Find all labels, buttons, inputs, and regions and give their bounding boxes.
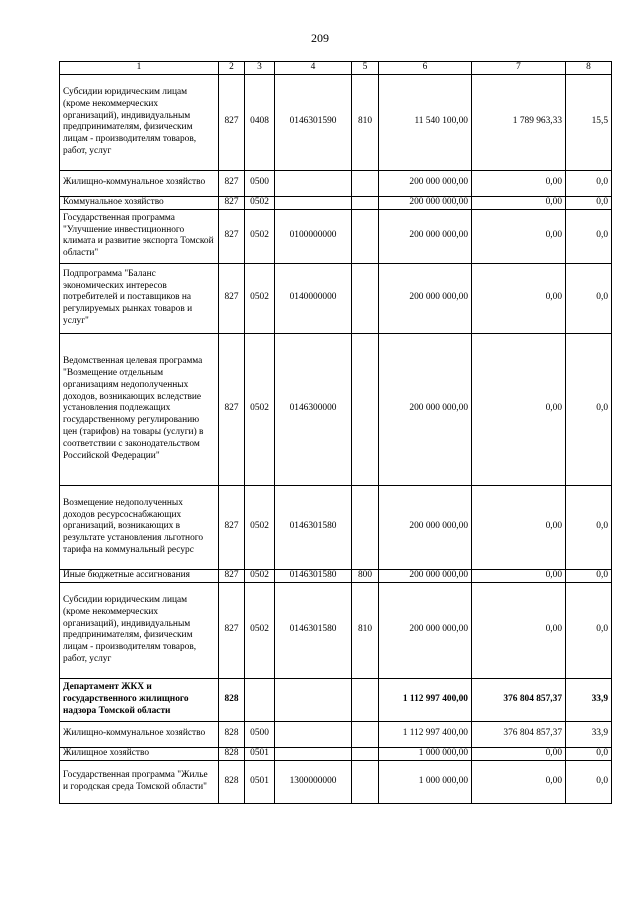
cell-section-code: 0502 [245,263,275,333]
cell-admin-code: 827 [219,209,245,263]
cell-name: Государственная программа "Улучшение инвестиционного климата и развитие экспорта Томской области" [60,209,219,263]
cell-actual: 0,00 [472,170,566,196]
cell-plan: 200 000 000,00 [379,209,472,263]
cell-name: Подпрограмма "Баланс экономических интересов потребителей и поставщиков на регулируемых рынках товаров и услуг" [60,263,219,333]
cell-expense-type [352,721,379,747]
cell-expense-type [352,196,379,209]
cell-percent: 33,9 [566,678,612,721]
cell-section-code: 0408 [245,74,275,170]
cell-name: Ведомственная целевая программа "Возмещение отдельным организациям недополученных доходов, возникающих вследствие установления подлежащих государственному регулированию цен (тарифов) на товары (услуги) в соответствии с законодательством Российской Федерации" [60,333,219,485]
cell-percent: 0,0 [566,582,612,678]
cell-name: Возмещение недополученных доходов ресурсоснабжающих организаций, возникающих в результате установления льготного тарифа на коммунальный ресурс [60,485,219,569]
cell-admin-code: 827 [219,485,245,569]
cell-name: Иные бюджетные ассигнования [60,569,219,582]
cell-target-code: 0100000000 [275,209,352,263]
cell-actual: 0,00 [472,263,566,333]
cell-section-code: 0500 [245,721,275,747]
cell-percent: 0,0 [566,196,612,209]
cell-section-code: 0501 [245,760,275,803]
cell-name: Государственная программа "Жилье и городская среда Томской области" [60,760,219,803]
cell-admin-code: 827 [219,196,245,209]
header-cell: 1 [60,62,219,75]
cell-name: Жилищно-коммунальное хозяйство [60,721,219,747]
cell-expense-type [352,170,379,196]
cell-name: Департамент ЖКХ и государственного жилищного надзора Томской области [60,678,219,721]
cell-expense-type: 810 [352,74,379,170]
cell-actual: 0,00 [472,485,566,569]
cell-expense-type [352,333,379,485]
table-row [60,721,612,747]
cell-actual: 0,00 [472,333,566,485]
cell-name: Коммунальное хозяйство [60,196,219,209]
cell-target-code: 1300000000 [275,760,352,803]
header-row [60,62,612,75]
page-number: 209 [311,31,329,45]
cell-name: Субсидии юридическим лицам (кроме некоммерческих организаций), индивидуальным предпринимателям, физическим лицам - производителям товаров, работ, услуг [60,582,219,678]
cell-admin-code: 827 [219,170,245,196]
table-row [60,209,612,263]
cell-section-code [245,678,275,721]
header-cell: 2 [219,62,245,75]
cell-admin-code: 828 [219,721,245,747]
cell-admin-code: 828 [219,760,245,803]
table-row [60,485,612,569]
cell-actual: 0,00 [472,196,566,209]
cell-admin-code: 827 [219,333,245,485]
cell-plan: 200 000 000,00 [379,485,472,569]
cell-section-code: 0502 [245,582,275,678]
cell-section-code: 0502 [245,485,275,569]
cell-expense-type: 810 [352,582,379,678]
cell-expense-type [352,209,379,263]
cell-target-code: 0146301580 [275,485,352,569]
cell-actual: 0,00 [472,747,566,760]
budget-table [59,61,612,804]
cell-plan: 11 540 100,00 [379,74,472,170]
cell-expense-type [352,263,379,333]
header-cell: 5 [352,62,379,75]
cell-percent: 0,0 [566,747,612,760]
cell-target-code: 0146300000 [275,333,352,485]
cell-actual: 0,00 [472,760,566,803]
cell-percent: 0,0 [566,263,612,333]
cell-expense-type [352,485,379,569]
cell-plan: 200 000 000,00 [379,582,472,678]
cell-admin-code: 827 [219,582,245,678]
cell-section-code: 0502 [245,196,275,209]
table-row [60,582,612,678]
cell-plan: 200 000 000,00 [379,170,472,196]
cell-section-code: 0502 [245,209,275,263]
header-cell: 6 [379,62,472,75]
cell-section-code: 0500 [245,170,275,196]
header-cell: 7 [472,62,566,75]
cell-percent: 0,0 [566,209,612,263]
cell-plan: 200 000 000,00 [379,196,472,209]
cell-percent: 0,0 [566,569,612,582]
cell-actual: 376 804 857,37 [472,721,566,747]
cell-expense-type: 800 [352,569,379,582]
cell-percent: 0,0 [566,760,612,803]
cell-percent: 15,5 [566,74,612,170]
table-row [60,747,612,760]
cell-actual: 376 804 857,37 [472,678,566,721]
cell-percent: 0,0 [566,485,612,569]
cell-plan: 1 000 000,00 [379,760,472,803]
cell-admin-code: 827 [219,74,245,170]
cell-actual: 1 789 963,33 [472,74,566,170]
cell-expense-type [352,760,379,803]
cell-target-code: 0146301580 [275,582,352,678]
cell-expense-type [352,747,379,760]
cell-plan: 1 112 997 400,00 [379,721,472,747]
table-row [60,569,612,582]
table-row [60,196,612,209]
cell-admin-code: 828 [219,747,245,760]
cell-target-code [275,721,352,747]
cell-target-code: 0140000000 [275,263,352,333]
table-row [60,263,612,333]
cell-name: Жилищное хозяйство [60,747,219,760]
cell-percent: 0,0 [566,333,612,485]
cell-target-code: 0146301590 [275,74,352,170]
cell-plan: 1 000 000,00 [379,747,472,760]
cell-actual: 0,00 [472,569,566,582]
header-cell: 8 [566,62,612,75]
table-row [60,678,612,721]
cell-expense-type [352,678,379,721]
cell-admin-code: 827 [219,569,245,582]
cell-section-code: 0501 [245,747,275,760]
table-row [60,74,612,170]
cell-target-code [275,196,352,209]
cell-actual: 0,00 [472,209,566,263]
table-row [60,333,612,485]
header-cell: 4 [275,62,352,75]
cell-target-code [275,170,352,196]
cell-actual: 0,00 [472,582,566,678]
cell-section-code: 0502 [245,569,275,582]
cell-name: Субсидии юридическим лицам (кроме некоммерческих организаций), индивидуальным предпринимателям, физическим лицам - производителям товаров, работ, услуг [60,74,219,170]
cell-plan: 200 000 000,00 [379,333,472,485]
table-row [60,760,612,803]
cell-plan: 200 000 000,00 [379,263,472,333]
header-cell: 3 [245,62,275,75]
cell-target-code: 0146301580 [275,569,352,582]
cell-section-code: 0502 [245,333,275,485]
cell-name: Жилищно-коммунальное хозяйство [60,170,219,196]
table-row [60,170,612,196]
cell-plan: 1 112 997 400,00 [379,678,472,721]
cell-target-code [275,747,352,760]
cell-percent: 33,9 [566,721,612,747]
cell-admin-code: 827 [219,263,245,333]
cell-target-code [275,678,352,721]
cell-plan: 200 000 000,00 [379,569,472,582]
cell-percent: 0,0 [566,170,612,196]
cell-admin-code: 828 [219,678,245,721]
